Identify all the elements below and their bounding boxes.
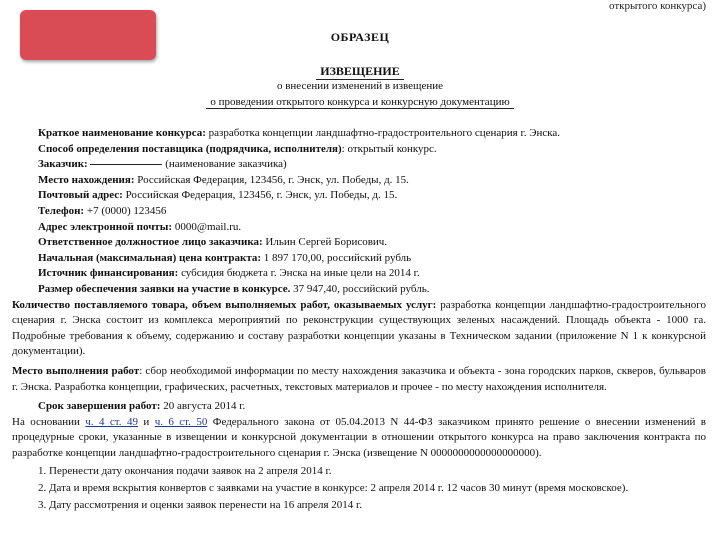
notice-title (0, 64, 720, 80)
field-phone (38, 204, 706, 220)
basis-paragraph (12, 415, 706, 462)
field-security (38, 282, 706, 298)
customer-blank-line (90, 163, 162, 165)
list-item: 2. Дата и время вскрытия конвертов с заявками на участие в конкурсе: 2 апреля 2014 г. 12 часов 30 минут (время московское). (38, 482, 629, 495)
field-name (38, 126, 706, 142)
corner-note: открытого конкурса) (609, 0, 706, 12)
field-official-label: Ответственное должностное лицо заказчика: (38, 236, 263, 249)
field-official-value: Ильин Сергей Борисович. (262, 236, 388, 249)
field-security-value: 37 947,40, российский рубль. (290, 282, 430, 295)
list-item: 3. Дату рассмотрения и оценки заявок перенести на 16 апреля 2014 г. (38, 499, 363, 512)
field-security-label: Размер обеспечения заявки на участие в конкурсе. (38, 282, 291, 295)
work-place-label: Место выполнения работ (12, 364, 140, 377)
notice-title-text: ИЗВЕЩЕНИЕ (316, 64, 404, 80)
work-place-value: : сбор необходимой информации по месту нахождения заказчика и объекта - зона городских парков, скверов, бульваров г. Энска. Разработка концепции, графических, расчетных, текстовых материалов и прочее - по месту нахождения исполнителя. (12, 364, 706, 393)
notice-subtitle-1: о внесении изменений в извещение (276, 80, 444, 92)
field-price-label: Начальная (максимальная) цена контракта: (38, 251, 262, 264)
field-funding-label: Источник финансирования: (38, 267, 179, 280)
field-price-value: 1 897 170,00, российский рубль (261, 251, 412, 264)
notice-subtitle-2-text: о проведении открытого конкурса и конкурсную документацию (206, 96, 513, 109)
field-method (38, 142, 706, 158)
field-funding-value: субсидия бюджета г. Энска на иные цели на 2014 г. (178, 267, 420, 280)
sample-title: ОБРАЗЕЦ (330, 30, 390, 44)
field-name-label: Краткое наименование конкурса: (38, 127, 206, 139)
field-postal-label: Почтовый адрес: (38, 189, 123, 202)
list-item: 1. Перенести дату окончания подачи заявок на 2 апреля 2014 г. (38, 465, 332, 478)
field-price (38, 251, 706, 267)
notice-subtitle-2 (0, 96, 720, 109)
field-location (38, 173, 706, 189)
field-funding (38, 266, 706, 282)
field-postal-value: Российская Федерация, 123456, г. Энск, ул. Победы, д. 15. (122, 189, 398, 202)
field-name-value: разработка концепции ландшафтно-градостроительного сценария г. Энска. (205, 127, 561, 139)
deadline-value: 20 августа 2014 г. (160, 400, 246, 413)
changes-list (38, 463, 706, 514)
field-method-value: : открытый конкурс. (341, 142, 437, 155)
field-location-value: Российская Федерация, 123456, г. Энск, ул. Победы, д. 15. (134, 173, 409, 186)
document-body (12, 126, 707, 514)
field-customer (38, 157, 706, 173)
field-phone-label: Телефон: (38, 204, 85, 217)
deadline-label: Срок завершения работ: (38, 400, 161, 413)
field-method-label: Способ определения поставщика (подрядчика, исполнителя) (38, 142, 342, 155)
quantity-paragraph (12, 298, 706, 360)
work-place-paragraph (12, 364, 706, 395)
quantity-label: Количество поставляемого товара, объем выполняемых работ, оказываемых услуг: (12, 298, 437, 311)
deadline-line (38, 399, 706, 415)
field-customer-value: (наименование заказчика) (165, 158, 287, 171)
basis-text-2: и (137, 415, 155, 428)
field-email (38, 220, 706, 236)
basis-text-3: Федерального закона от 05.04.2013 N 44-ФЗ заказчиком принято решение о внесении изменений в процедурные сроки, указанные в извещении и конкурсной документации в отношении открытого конкурса на право заключения контракта по разработке концепции ландшафтно-градостроительного сценария г. Энска (извещение N 0000000000000000000). (12, 415, 707, 459)
field-location-label: Место нахождения: (38, 173, 135, 186)
field-customer-label: Заказчик: (38, 158, 88, 171)
law-link-part4-art49[interactable]: ч. 4 ст. 49 (85, 415, 138, 428)
field-official (38, 235, 706, 251)
basis-text-1: На основании (12, 415, 86, 428)
quantity-value: разработка концепции ландшафтно-градостроительного сценария г. Энска состоит из комплекса мероприятий по реконструкции существующих зеленых насаждений. Площадь объекта - 1000 га. Подробные требования к объему, содержанию и составу разработки концепции указаны в Техническом задании (приложение N 1 к конкурсной документации). (12, 298, 707, 358)
field-phone-value: +7 (0000) 123456 (84, 204, 167, 217)
law-link-part6-art50[interactable]: ч. 6 ст. 50 (154, 415, 208, 428)
field-email-label: Адрес электронной почты: (38, 220, 173, 233)
field-email-value: 0000@mail.ru. (172, 220, 242, 233)
field-postal (38, 188, 706, 204)
